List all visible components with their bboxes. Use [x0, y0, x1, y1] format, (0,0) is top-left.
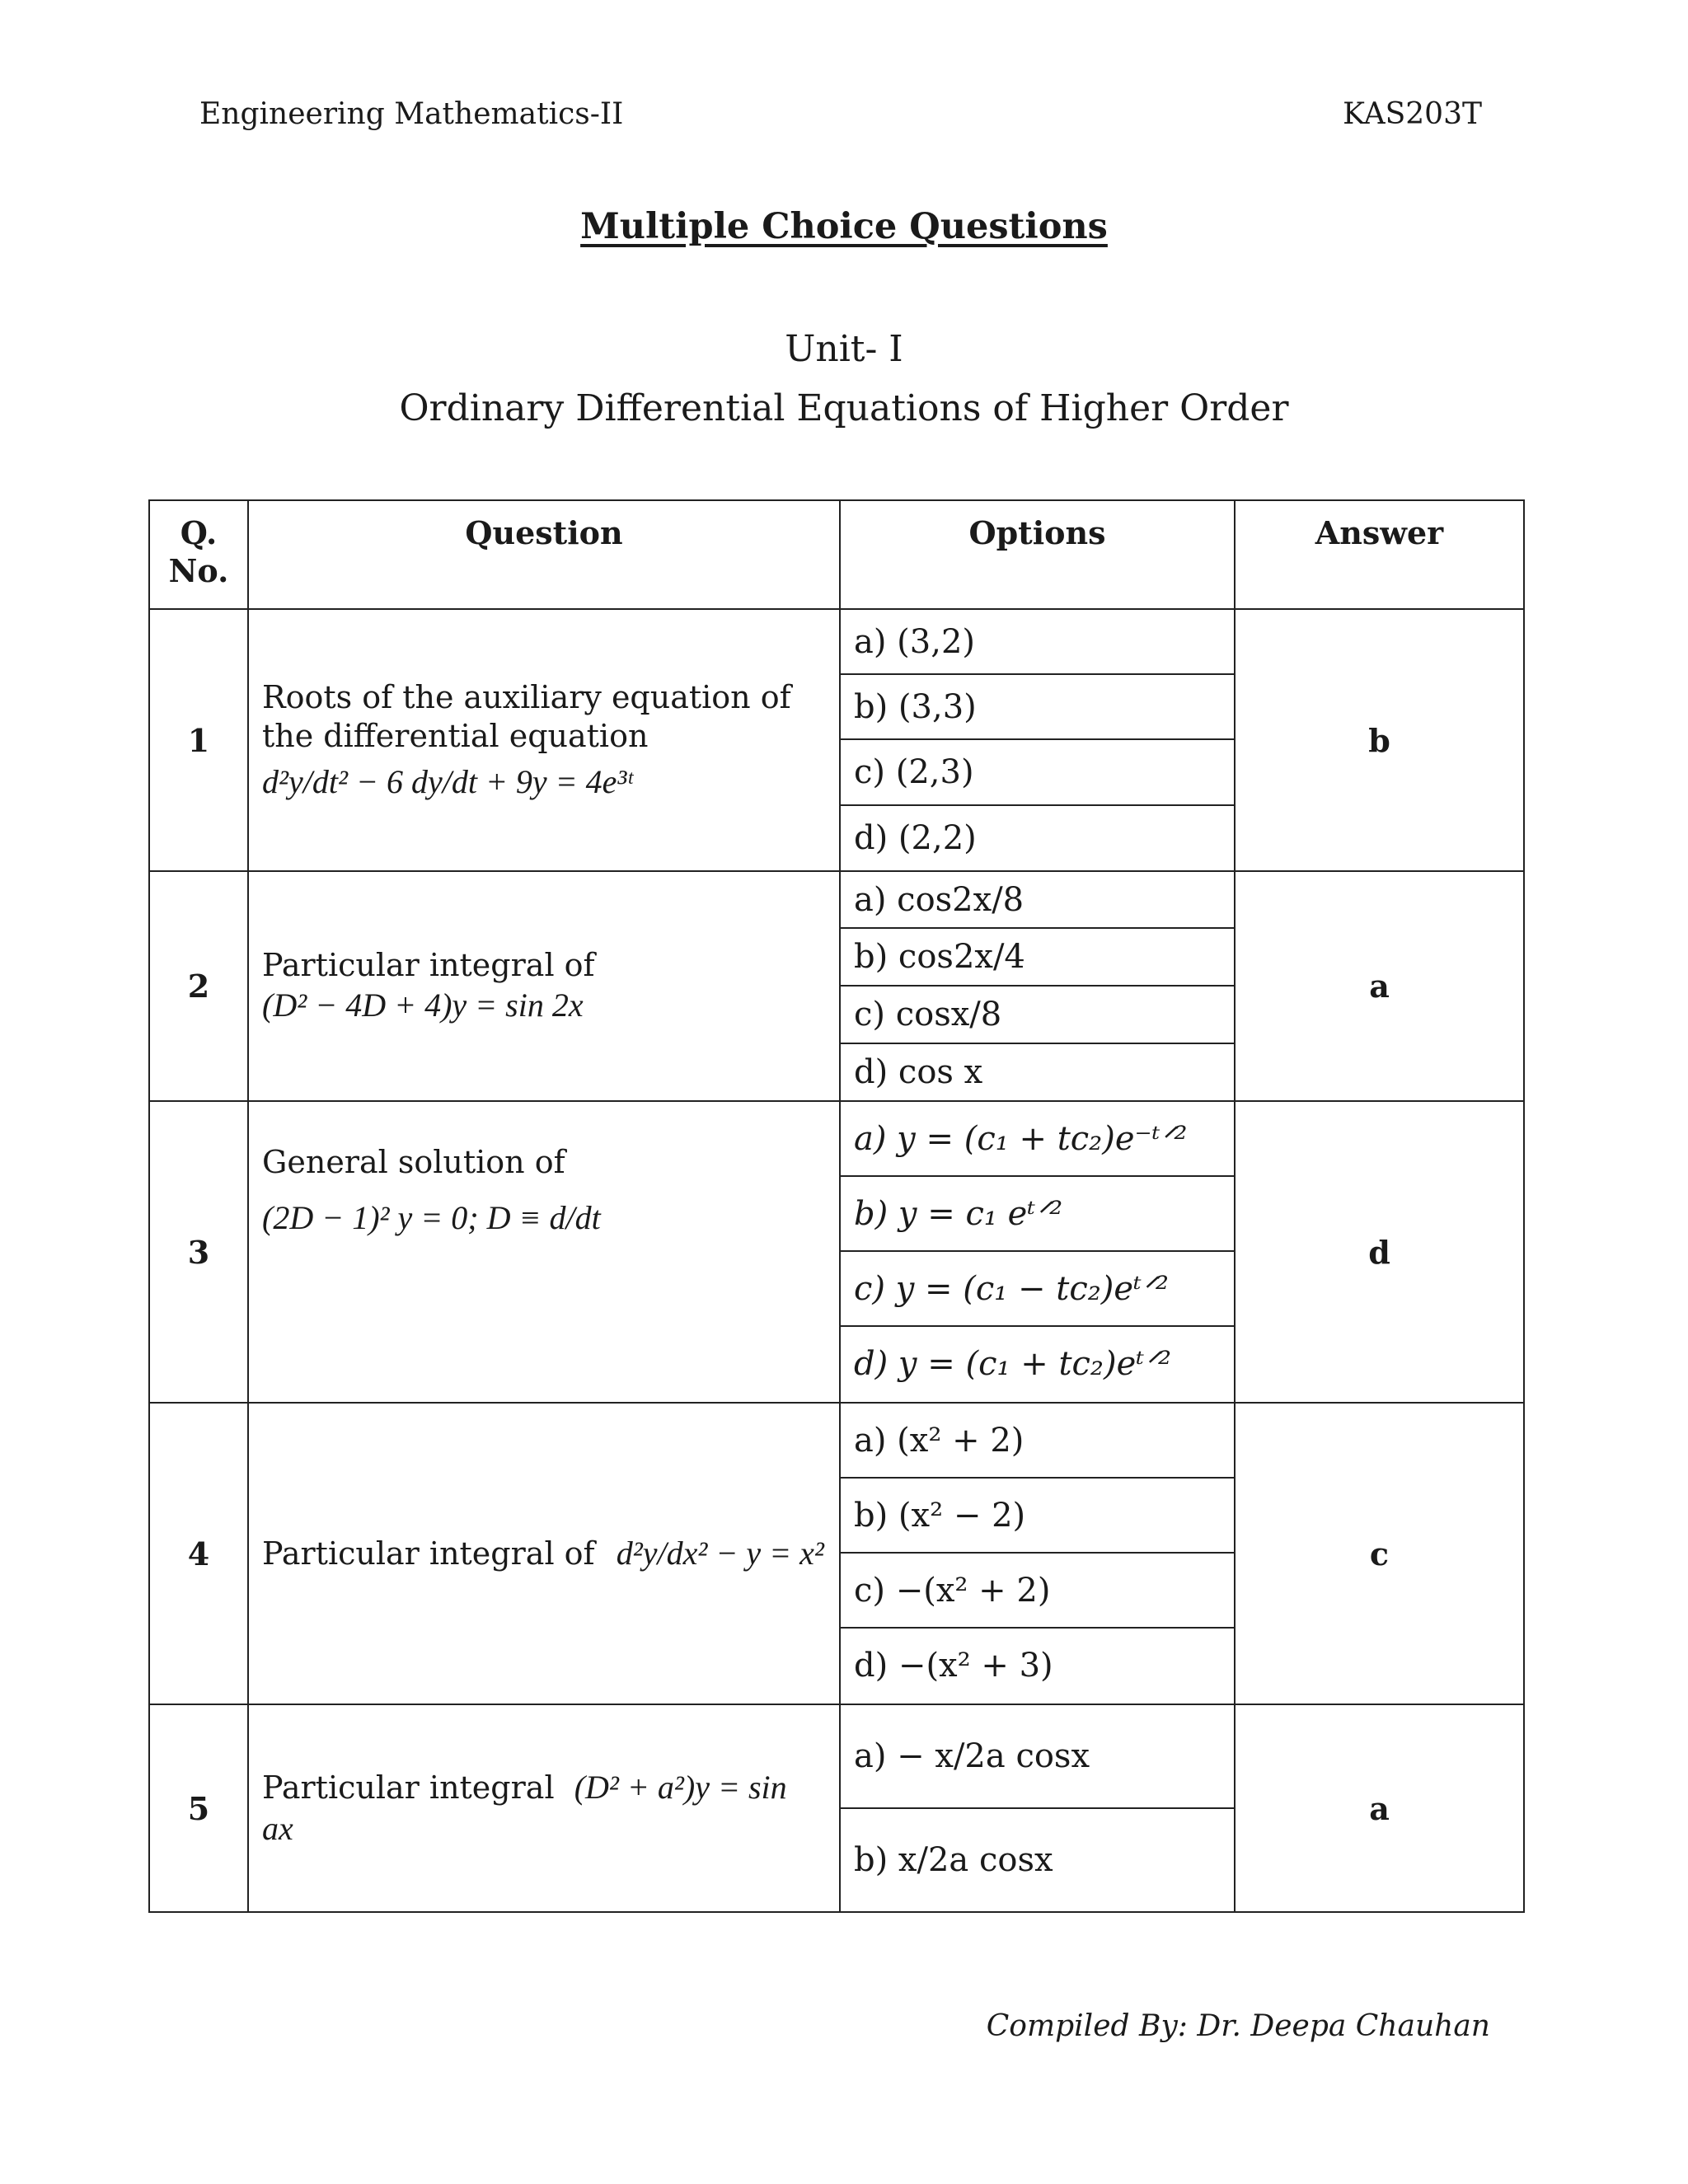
- option-a: a) (3,2): [841, 610, 1234, 674]
- question-text: [248, 871, 840, 1101]
- question-prompt: Particular integral of: [262, 1535, 595, 1572]
- option-d: d) −(x² + 3): [854, 1646, 1053, 1685]
- option-a: a) y = (c₁ + tc₂)e⁻ᵗᐟ²: [841, 1102, 1234, 1176]
- header-qno: Q. No.: [149, 500, 248, 609]
- compiler-credit: Compiled By: Dr. Deepa Chauhan: [986, 2009, 1490, 2043]
- option-c: c) y = (c₁ − tc₂)eᵗᐟ²: [841, 1251, 1234, 1326]
- option-c: c) −(x² + 2): [841, 1553, 1234, 1628]
- options-cell: [840, 1101, 1235, 1403]
- unit-subtitle: Ordinary Differential Equations of Higher Order: [399, 387, 1289, 429]
- answer-cell: a: [1235, 1704, 1524, 1912]
- table-row: [149, 1704, 1524, 1912]
- question-math: d²y/dx² − y = x²: [616, 1535, 824, 1572]
- question-number: 4: [149, 1403, 248, 1704]
- mcq-table: [148, 499, 1525, 1913]
- question-text: [248, 1403, 840, 1704]
- option-d: d) (2,2): [854, 819, 977, 857]
- question-math: d²y/dt² − 6 dy/dt + 9y = 4e³ᵗ: [262, 762, 633, 800]
- question-text: [248, 1704, 840, 1912]
- question-prompt: General solution of: [262, 1144, 565, 1180]
- question-number: 2: [149, 871, 248, 1101]
- course-title: Engineering Mathematics-II: [199, 97, 624, 131]
- option-c: c) cosx/8: [841, 986, 1234, 1043]
- unit-label: Unit- I: [785, 328, 903, 370]
- option-b: b) cos2x/4: [841, 928, 1234, 986]
- option-d: d) y = (c₁ + tc₂)eᵗᐟ²: [854, 1344, 1172, 1383]
- option-a: a) cos2x/8: [841, 872, 1234, 928]
- question-text: [248, 1101, 840, 1403]
- question-math: (D² + a²)y = sin ax: [262, 1769, 787, 1847]
- question-number: 1: [149, 609, 248, 871]
- course-code: KAS203T: [1343, 97, 1482, 131]
- option-b: b) (x² − 2): [841, 1478, 1234, 1553]
- page-title: Multiple Choice Questions: [580, 206, 1108, 247]
- option-c: c) (2,3): [841, 739, 1234, 805]
- answer-cell: c: [1235, 1403, 1524, 1704]
- question-number: 3: [149, 1101, 248, 1403]
- answer-cell: b: [1235, 609, 1524, 871]
- question-math: (D² − 4D + 4)y = sin 2x: [262, 987, 584, 1024]
- option-b: b) y = c₁ eᵗᐟ²: [841, 1176, 1234, 1251]
- options-cell: [840, 1403, 1235, 1704]
- header-answer: Answer: [1235, 500, 1524, 609]
- option-a: a) − x/2a cosx: [841, 1705, 1234, 1808]
- options-cell: [840, 1704, 1235, 1912]
- question-prompt: Particular integral: [262, 1769, 555, 1806]
- options-cell: [840, 609, 1235, 871]
- question-text: [248, 609, 840, 871]
- option-b: b) x/2a cosx: [854, 1841, 1053, 1879]
- table-header-row: [149, 500, 1524, 609]
- option-a: a) (x² + 2): [841, 1404, 1234, 1478]
- question-prompt: Roots of the auxiliary equation of the differential equation: [262, 678, 791, 754]
- answer-cell: a: [1235, 871, 1524, 1101]
- options-cell: [840, 871, 1235, 1101]
- question-number: 5: [149, 1704, 248, 1912]
- header-question: Question: [248, 500, 840, 609]
- table-row: [149, 609, 1524, 871]
- table-row: [149, 1403, 1524, 1704]
- header-options: Options: [840, 500, 1235, 609]
- question-prompt: Particular integral of: [262, 946, 595, 983]
- option-d: d) cos x: [854, 1053, 983, 1091]
- table-row: [149, 1101, 1524, 1403]
- table-row: [149, 871, 1524, 1101]
- answer-cell: d: [1235, 1101, 1524, 1403]
- option-b: b) (3,3): [841, 674, 1234, 739]
- question-math: (2D − 1)² y = 0; D ≡ d/dt: [262, 1198, 601, 1236]
